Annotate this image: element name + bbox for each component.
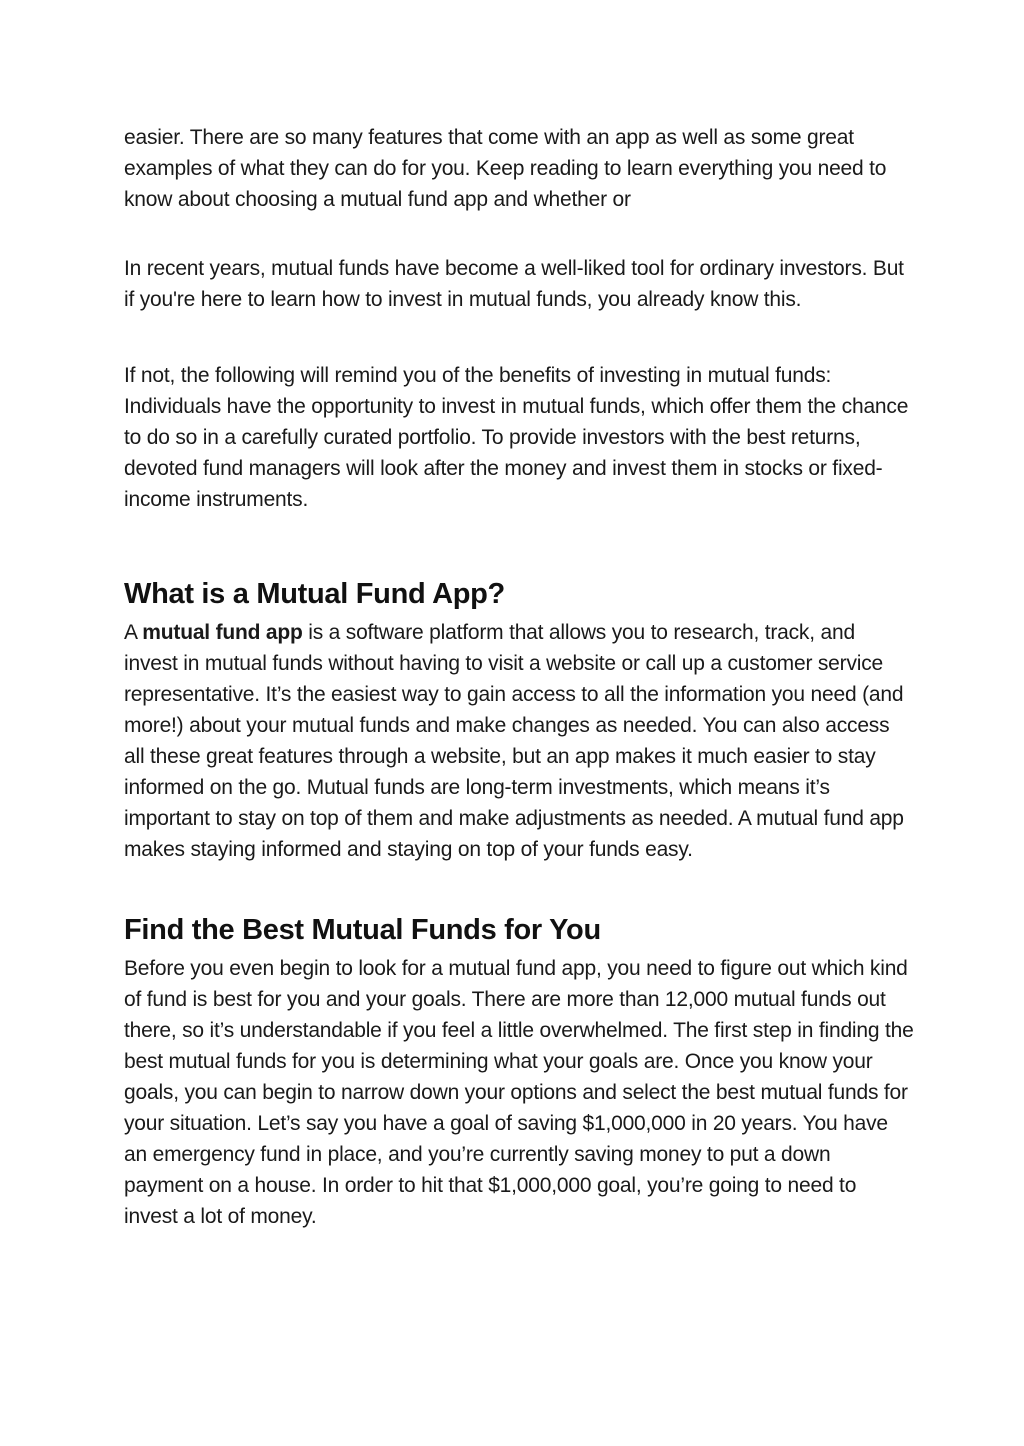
intro-paragraph-3: If not, the following will remind you of the benefits of investing in mutual funds: Individuals have the opportunity to invest in mutual funds, which offer them the chance to do so in a carefully curated portfolio. To provide investors with the best returns, devoted fund managers will look after the money and invest them in stocks or fixed-income instruments.	[124, 364, 909, 511]
find-best-paragraph: Before you even begin to look for a mutual fund app, you need to figure out which kind of fund is best for you and your goals. There are more than 12,000 mutual funds out there, so it’s understandable if you feel a little overwhelmed. The first step in finding the best mutual funds for you is determining what your goals are. Once you know your goals, you can begin to narrow down your options and select the best mutual funds for your situation. Let’s say you have a goal of saving $1,000,000 in 20 years. You have an emergency fund in place, and you’re currently saving money to put a down payment on a house. In order to hit that $1,000,000 goal, you’re going to need to invest a lot of money.	[124, 957, 914, 1228]
heading-what-is-mutual-fund-app: What is a Mutual Fund App?	[124, 578, 505, 610]
what-is-lead-text: A	[124, 621, 143, 644]
what-is-paragraph	[124, 617, 914, 865]
intro-paragraph-2: In recent years, mutual funds have become a well-liked tool for ordinary investors. But if you're here to learn how to invest in mutual funds, you already know this.	[124, 257, 904, 311]
heading-find-best-mutual-funds: Find the Best Mutual Funds for You	[124, 914, 601, 946]
document-page	[124, 122, 914, 1232]
what-is-body-text: is a software platform that allows you to research, track, and invest in mutual funds without having to visit a website or call up a customer service representative. It’s the easiest way to gain access to all the information you need (and more!) about your mutual funds and make changes as needed. You can also access all these great features through a website, but an app makes it much easier to stay informed on the go. Mutual funds are long-term investments, which means it’s important to stay on top of them and make adjustments as needed. A mutual fund app makes staying informed and staying on top of your funds easy.	[124, 621, 904, 861]
intro-paragraph-1: easier. There are so many features that come with an app as well as some great examples of what they can do for you. Keep reading to learn everything you need to know about choosing a mutual fund app and whether or	[124, 126, 887, 211]
mutual-fund-app-bold-term: mutual fund app	[142, 621, 303, 644]
